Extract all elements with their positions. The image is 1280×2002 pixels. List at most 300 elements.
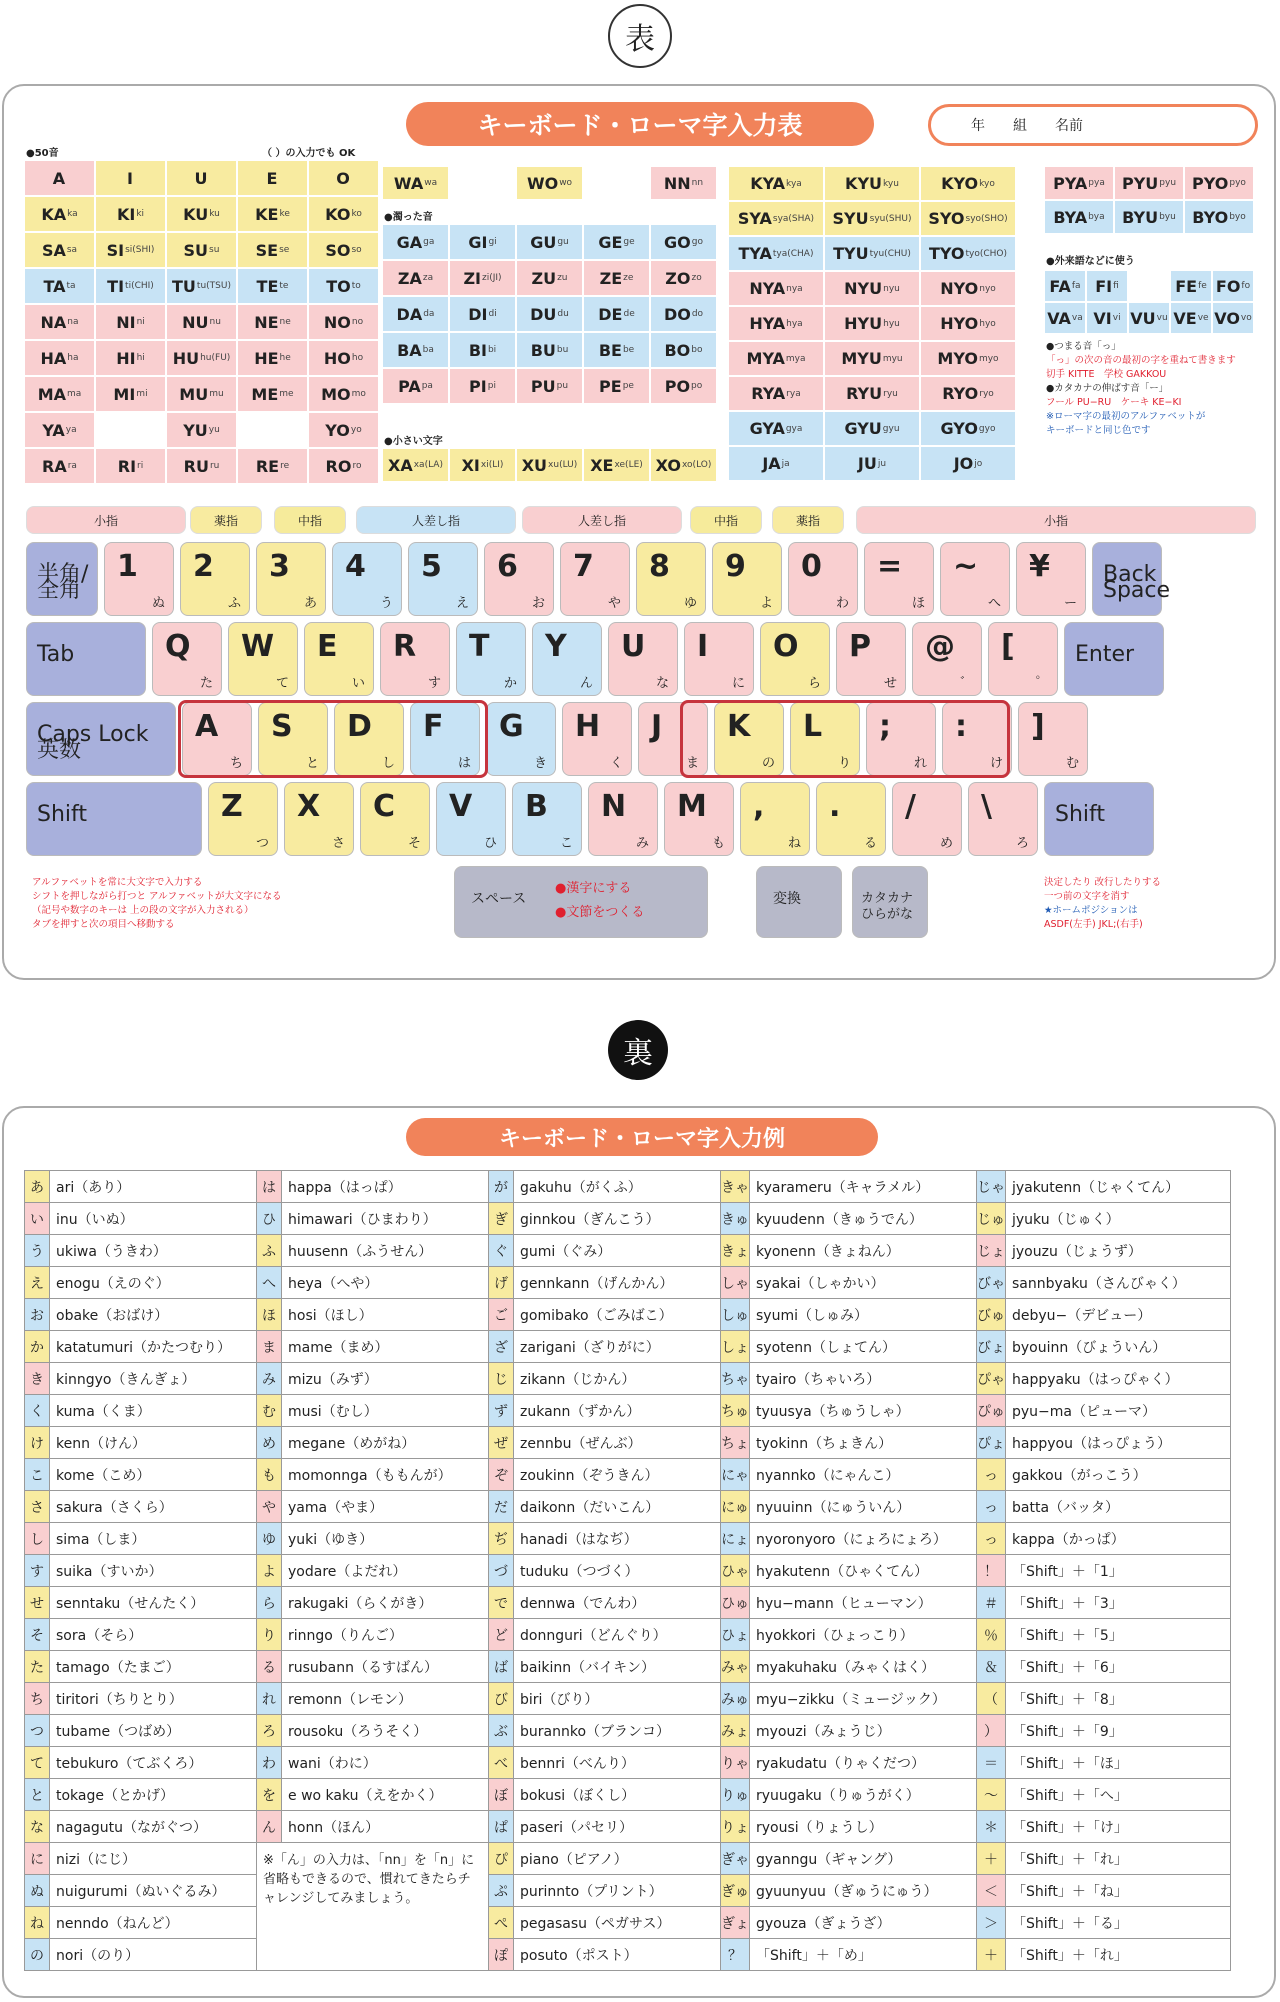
example-word: zukann（ずかん）: [514, 1395, 721, 1427]
kana-cell-lower: sya(SHA): [772, 213, 815, 224]
key-kana: せ: [883, 676, 897, 691]
kana-cell-romaji: KYO: [941, 174, 979, 193]
key[interactable]: [1018, 702, 1088, 776]
key-char: N: [601, 789, 627, 824]
kana-cell: [1114, 166, 1184, 200]
kana-cell-lower: fi: [1113, 281, 1119, 291]
kana-cell-romaji: ZA: [397, 268, 422, 288]
kana-cell: [1044, 200, 1114, 234]
kana-cell-lower: bu: [556, 345, 569, 355]
kana-cell-romaji: GYU: [844, 419, 882, 438]
kana-cell: [920, 201, 1016, 236]
key[interactable]: [228, 622, 298, 696]
kana-cell-romaji: DE: [598, 304, 623, 324]
key[interactable]: [360, 782, 430, 856]
kana-cell-romaji: NU: [182, 312, 209, 332]
henkan-key[interactable]: [756, 866, 842, 938]
kana-cell-lower: xe(LE): [614, 460, 643, 470]
example-kana: ぼ: [489, 1779, 514, 1811]
example-word: ginnkou（ぎんこう）: [514, 1203, 721, 1235]
kana-cell-lower: hyu: [883, 318, 900, 329]
key[interactable]: [484, 542, 554, 616]
key-kana: て: [275, 676, 289, 691]
name-field[interactable]: [928, 104, 1258, 146]
example-word: jyuku（じゅく）: [1006, 1203, 1231, 1235]
key[interactable]: [760, 622, 830, 696]
key-kana: こ: [559, 836, 573, 851]
example-kana: ざ: [489, 1331, 514, 1363]
kana-cell-lower: ho: [351, 353, 364, 363]
kana-cell-lower: ta: [66, 281, 76, 291]
example-word: kyonenn（きょねん）: [750, 1235, 977, 1267]
example-word: 「Shift」＋「ほ」: [1006, 1747, 1231, 1779]
kana-cell-lower: ve: [1197, 313, 1209, 323]
key-char: ¥: [1029, 549, 1050, 584]
key[interactable]: [208, 782, 278, 856]
kana-cell-romaji: TE: [256, 276, 279, 296]
example-kana: げ: [489, 1267, 514, 1299]
kana-cell-lower: ka: [67, 209, 78, 219]
home-position-frame: [680, 700, 1010, 778]
kana-key[interactable]: [852, 866, 928, 938]
kana-cell-romaji: RO: [325, 456, 352, 476]
kana-cell-romaji: NYA: [749, 279, 786, 298]
kana-cell-romaji: PE: [599, 376, 622, 396]
key[interactable]: [180, 542, 250, 616]
kana-cell: [583, 166, 650, 200]
example-word: himawari（ひまわり）: [282, 1203, 489, 1235]
kana-cell-romaji: TYO: [928, 244, 965, 263]
kana-cell: [1086, 270, 1128, 302]
kana-cell: [308, 340, 379, 376]
example-kana: が: [489, 1171, 514, 1203]
key-char: A: [195, 709, 219, 744]
example-kana: ゆ: [257, 1523, 282, 1555]
example-word: huusenn（ふうせん）: [282, 1235, 489, 1267]
kana-cell: [166, 376, 237, 412]
kana-cell: [24, 448, 95, 484]
key[interactable]: [562, 702, 632, 776]
kana-cell: [516, 448, 583, 482]
example-kana: ば: [489, 1651, 514, 1683]
example-word: nyuuinn（にゅういん）: [750, 1491, 977, 1523]
example-kana: じゅ: [977, 1203, 1006, 1235]
kana-cell-romaji: TI: [107, 276, 125, 296]
example-word: tuduku（つづく）: [514, 1555, 721, 1587]
kana-cell-romaji: BO: [664, 340, 691, 360]
example-kana: た: [25, 1651, 50, 1683]
key[interactable]: [684, 622, 754, 696]
key-kana: お: [531, 596, 545, 611]
kana-cell-lower: du: [557, 309, 569, 319]
key-kana: ひ: [483, 836, 497, 851]
example-kana: て: [25, 1747, 50, 1779]
key[interactable]: [1092, 542, 1171, 616]
kana-cell-lower: so: [351, 245, 362, 255]
kana-cell-romaji: WA: [393, 173, 424, 193]
example-kana: っ: [977, 1459, 1006, 1491]
key-kana: き: [533, 756, 547, 771]
kana-cell-lower: rya: [786, 388, 801, 399]
key[interactable]: [588, 782, 658, 856]
kana-cell: [728, 236, 824, 271]
kana-cell-romaji: YO: [325, 420, 350, 440]
example-word: happa（はっぱ）: [282, 1171, 489, 1203]
example-word: happyou（はっぴょう）: [1006, 1427, 1231, 1459]
kana-cell: [95, 232, 166, 268]
key[interactable]: [664, 782, 734, 856]
kana-cell-lower: bo: [691, 345, 703, 355]
kana-cell-romaji: KI: [116, 204, 136, 224]
example-kana: ちゃ: [721, 1363, 750, 1395]
kana-cell-romaji: MYO: [937, 349, 978, 368]
key-kana: の: [761, 756, 775, 771]
example-kana: ＃: [977, 1587, 1006, 1619]
kana-cell-romaji: PU: [530, 376, 556, 396]
gairai-table: [1044, 270, 1254, 334]
key-kana: そ: [407, 836, 421, 851]
example-word: ryuugaku（りゅうがく）: [750, 1779, 977, 1811]
example-kana: ？: [721, 1939, 750, 1971]
example-kana: ちょ: [721, 1427, 750, 1459]
example-kana: ぴょ: [977, 1427, 1006, 1459]
example-kana: ろ: [257, 1715, 282, 1747]
wa-row-table: [382, 166, 717, 200]
example-word: zikann（じかん）: [514, 1363, 721, 1395]
kana-cell-romaji: DU: [530, 304, 557, 324]
key[interactable]: [836, 622, 906, 696]
key[interactable]: [26, 702, 176, 776]
kana-cell: [650, 296, 717, 332]
key-char: D: [347, 709, 372, 744]
kana-cell-lower: ke: [279, 209, 290, 219]
example-word: rakugaki（らくがき）: [282, 1587, 489, 1619]
example-kana: せ: [25, 1587, 50, 1619]
key[interactable]: [740, 782, 810, 856]
kana-cell: [166, 196, 237, 232]
example-kana: びょ: [977, 1331, 1006, 1363]
key-kana: た: [199, 676, 213, 691]
example-kana: ＆: [977, 1651, 1006, 1683]
key[interactable]: [892, 782, 962, 856]
key-kana: う: [379, 596, 393, 611]
kana-cell-lower: gyu: [882, 423, 900, 434]
example-word: gomibako（ごみばこ）: [514, 1299, 721, 1331]
key-kana: ね: [787, 836, 801, 851]
kana-cell-lower: pe: [622, 381, 634, 391]
key-char: ~: [953, 549, 979, 584]
example-word: 「Shift」＋「ね」: [1006, 1875, 1231, 1907]
key-kana: ほ: [911, 596, 925, 611]
kana-cell-lower: pyo: [1229, 178, 1246, 188]
kana-cell-romaji: PYO: [1192, 173, 1229, 193]
key-char: W: [241, 629, 275, 664]
kana-cell: [237, 340, 308, 376]
example-kana: め: [257, 1427, 282, 1459]
key-char: J: [651, 709, 663, 744]
kana-cell: [95, 448, 166, 484]
example-kana: ！: [977, 1555, 1006, 1587]
kana-cell-lower: tu(TSU): [196, 281, 231, 291]
example-word: musi（むし）: [282, 1395, 489, 1427]
kana-cell-lower: no: [351, 317, 364, 327]
example-word: byouinn（びょういん）: [1006, 1331, 1231, 1363]
key-label: Tab: [37, 642, 75, 667]
key-kana: ー: [1063, 596, 1077, 611]
kana-cell-lower: xu(LU): [548, 460, 578, 470]
key[interactable]: [26, 782, 202, 856]
key-char: 3: [269, 549, 290, 584]
example-kana: ね: [25, 1907, 50, 1939]
key-char: M: [677, 789, 707, 824]
key-char: ;: [879, 709, 891, 744]
kana-cell-romaji: RU: [183, 456, 209, 476]
kana-cell-lower: mi: [136, 389, 148, 399]
example-kana: ＞: [977, 1907, 1006, 1939]
example-word: tyokinn（ちょきん）: [750, 1427, 977, 1459]
example-kana: べ: [489, 1747, 514, 1779]
kana-cell-romaji: BA: [397, 340, 422, 360]
example-kana: へ: [257, 1267, 282, 1299]
example-kana: け: [25, 1427, 50, 1459]
kana-cell: [449, 260, 516, 296]
kana-cell-romaji: XE: [590, 455, 614, 475]
kana-cell-lower: fo: [1241, 281, 1251, 291]
example-word: gyuunyuu（ぎゅうにゅう）: [750, 1875, 977, 1907]
example-word: donnguri（どんぐり）: [514, 1619, 721, 1651]
key[interactable]: [532, 622, 602, 696]
example-kana: ちゅ: [721, 1395, 750, 1427]
kana-cell-romaji: FE: [1175, 276, 1198, 296]
kana-cell: [920, 411, 1016, 446]
example-word: daikonn（だいこん）: [514, 1491, 721, 1523]
example-kana: の: [25, 1939, 50, 1971]
kana-cell: [728, 166, 824, 201]
example-word: hanadi（はなぢ）: [514, 1523, 721, 1555]
example-word: sora（そら）: [50, 1619, 257, 1651]
example-kana: わ: [257, 1747, 282, 1779]
key-kana: る: [863, 836, 877, 851]
key-char: P: [849, 629, 871, 664]
key-kana: め: [939, 836, 953, 851]
key[interactable]: [968, 782, 1038, 856]
key-label: Caps Lock 英数: [37, 722, 149, 763]
kana-cell: [95, 160, 166, 196]
key[interactable]: [26, 622, 146, 696]
key-char: 4: [345, 549, 366, 584]
example-kana: みょ: [721, 1715, 750, 1747]
key[interactable]: [560, 542, 630, 616]
kana-cell-romaji: VU: [1130, 308, 1156, 328]
kana-cell: [308, 160, 379, 196]
example-word: nyannko（にゃんこ）: [750, 1459, 977, 1491]
kana-cell-romaji: MI: [113, 384, 136, 404]
kana-cell: [650, 224, 717, 260]
key-char: ]: [1031, 709, 1045, 744]
kana-cell: [1170, 270, 1212, 302]
kana-cell-lower: ki: [136, 209, 145, 219]
kana-cell-lower: syu(SHU): [869, 213, 912, 224]
key[interactable]: [284, 782, 354, 856]
example-kana: い: [25, 1203, 50, 1235]
dakuon-table: [382, 224, 717, 404]
kana-cell: [308, 412, 379, 448]
example-kana: す: [25, 1555, 50, 1587]
key[interactable]: [436, 782, 506, 856]
example-kana: し: [25, 1523, 50, 1555]
key[interactable]: [608, 622, 678, 696]
kana-cell-lower: tyu(CHU): [869, 248, 911, 259]
example-word: dennwa（でんわ）: [514, 1587, 721, 1619]
example-kana: よ: [257, 1555, 282, 1587]
kana-cell: [382, 260, 449, 296]
key-kana: れ: [913, 756, 927, 771]
kana-cell: [728, 376, 824, 411]
kana-cell-lower: vi: [1112, 313, 1121, 323]
front-title: キーボード・ローマ字入力表: [406, 102, 874, 146]
key[interactable]: [1016, 542, 1086, 616]
example-word: paseri（パセリ）: [514, 1811, 721, 1843]
n-note: ※「ん」の入力は、「nn」を「n」に省略もできるので、慣れてきたらチャレンジしてみましょう。: [257, 1843, 489, 1971]
key[interactable]: [636, 542, 706, 616]
section-small-label: ●小さい文字: [384, 436, 443, 447]
example-kana: じ: [489, 1363, 514, 1395]
example-kana: ど: [489, 1619, 514, 1651]
kana-cell-romaji: ZI: [463, 268, 481, 288]
key[interactable]: [940, 542, 1010, 616]
key-kana: ま: [685, 756, 699, 771]
example-word: hyu−mann（ヒューマン）: [750, 1587, 977, 1619]
example-kana: りゅ: [721, 1779, 750, 1811]
key[interactable]: [988, 622, 1058, 696]
kana-cell-romaji: DA: [396, 304, 423, 324]
key[interactable]: [104, 542, 174, 616]
key-kana: と: [305, 756, 319, 771]
key[interactable]: [512, 782, 582, 856]
example-word: tiritori（ちりとり）: [50, 1683, 257, 1715]
kana-cell: [920, 306, 1016, 341]
kana-cell-lower: tya(CHA): [772, 248, 814, 259]
kana-cell-romaji: NYO: [940, 279, 979, 298]
kana-cell-romaji: HO: [323, 348, 351, 368]
kana-cell-lower: byo: [1229, 212, 1246, 222]
key[interactable]: [332, 542, 402, 616]
key-char: S: [271, 709, 293, 744]
kana-cell-romaji: O: [336, 168, 350, 188]
kana-cell-romaji: KYA: [750, 174, 786, 193]
kana-cell-romaji: KE: [255, 204, 279, 224]
henkan-key-label: 変換: [773, 891, 801, 907]
key[interactable]: [912, 622, 982, 696]
key[interactable]: [1044, 782, 1154, 856]
space-note-1: ●漢字にする: [555, 881, 632, 896]
yoon2-table: [1044, 166, 1254, 234]
kana-cell: [237, 448, 308, 484]
finger-label: 小指: [26, 506, 186, 534]
kana-cell-romaji: DI: [468, 304, 488, 324]
kana-cell-lower: ni: [136, 317, 145, 327]
example-word: debyu−（デビュー）: [1006, 1299, 1231, 1331]
key-char: U: [621, 629, 646, 664]
key[interactable]: [486, 702, 556, 776]
kana-cell: [95, 196, 166, 232]
kana-cell-romaji: HU: [172, 348, 200, 368]
key[interactable]: [408, 542, 478, 616]
kana-cell-romaji: HYA: [749, 314, 786, 333]
key-char: T: [469, 629, 490, 664]
key[interactable]: [456, 622, 526, 696]
kana-cell-lower: da: [423, 309, 435, 319]
example-word: 「Shift」＋「9」: [1006, 1715, 1231, 1747]
space-key[interactable]: [454, 866, 708, 938]
kana-cell: [166, 268, 237, 304]
kana-cell-lower: ku: [209, 209, 220, 219]
example-kana: ＋: [977, 1843, 1006, 1875]
key[interactable]: [256, 542, 326, 616]
front-panel: [2, 84, 1276, 980]
example-word: myu−zikku（ミュージック）: [750, 1683, 977, 1715]
kana-cell-lower: ze: [623, 273, 634, 283]
kana-cell: [1170, 302, 1212, 334]
kana-cell: [237, 268, 308, 304]
example-kana: っ: [977, 1523, 1006, 1555]
kana-cell: [382, 166, 449, 200]
kana-cell-romaji: HE: [254, 348, 279, 368]
kana-cell-lower: he: [279, 353, 291, 363]
kana-cell-romaji: PYU: [1121, 173, 1159, 193]
key[interactable]: [152, 622, 222, 696]
kana-cell-lower: ti(CHI): [125, 281, 154, 291]
kana-cell-lower: mo: [351, 389, 366, 399]
kana-cell-romaji: SA: [41, 240, 66, 260]
example-word: megane（めがね）: [282, 1427, 489, 1459]
kana-cell: [516, 368, 583, 404]
key-kana: よ: [759, 596, 773, 611]
example-word: 「Shift」＋「1」: [1006, 1555, 1231, 1587]
kana-cell: [449, 166, 516, 200]
kana-cell-lower: wo: [559, 178, 573, 188]
key[interactable]: [26, 542, 98, 616]
kana-cell-romaji: HYO: [940, 314, 979, 333]
left-notes: [32, 876, 281, 932]
example-kana: ぎ: [489, 1203, 514, 1235]
kana-cell: [650, 368, 717, 404]
example-word: baikinn（バイキン）: [514, 1651, 721, 1683]
example-kana: っ: [977, 1491, 1006, 1523]
example-word: myouzi（みょうじ）: [750, 1715, 977, 1747]
key[interactable]: [304, 622, 374, 696]
key-char: Q: [165, 629, 191, 664]
key-kana: む: [1065, 756, 1079, 771]
finger-label: 薬指: [772, 506, 844, 534]
key[interactable]: [816, 782, 886, 856]
key[interactable]: [788, 542, 858, 616]
kana-cell: [920, 236, 1016, 271]
key[interactable]: [380, 622, 450, 696]
kana-cell: [166, 412, 237, 448]
kana-cell-romaji: GA: [396, 232, 423, 252]
example-kana: しょ: [721, 1331, 750, 1363]
kana-cell-lower: bi: [487, 345, 497, 355]
kana-cell-romaji: XO: [655, 455, 681, 475]
kana-cell-lower: ba: [422, 345, 434, 355]
kana-cell: [237, 232, 308, 268]
kana-cell-romaji: SYU: [832, 209, 869, 228]
kana-cell-romaji: SE: [255, 240, 279, 260]
key[interactable]: [712, 542, 782, 616]
key[interactable]: [864, 542, 934, 616]
key[interactable]: [1064, 622, 1164, 696]
